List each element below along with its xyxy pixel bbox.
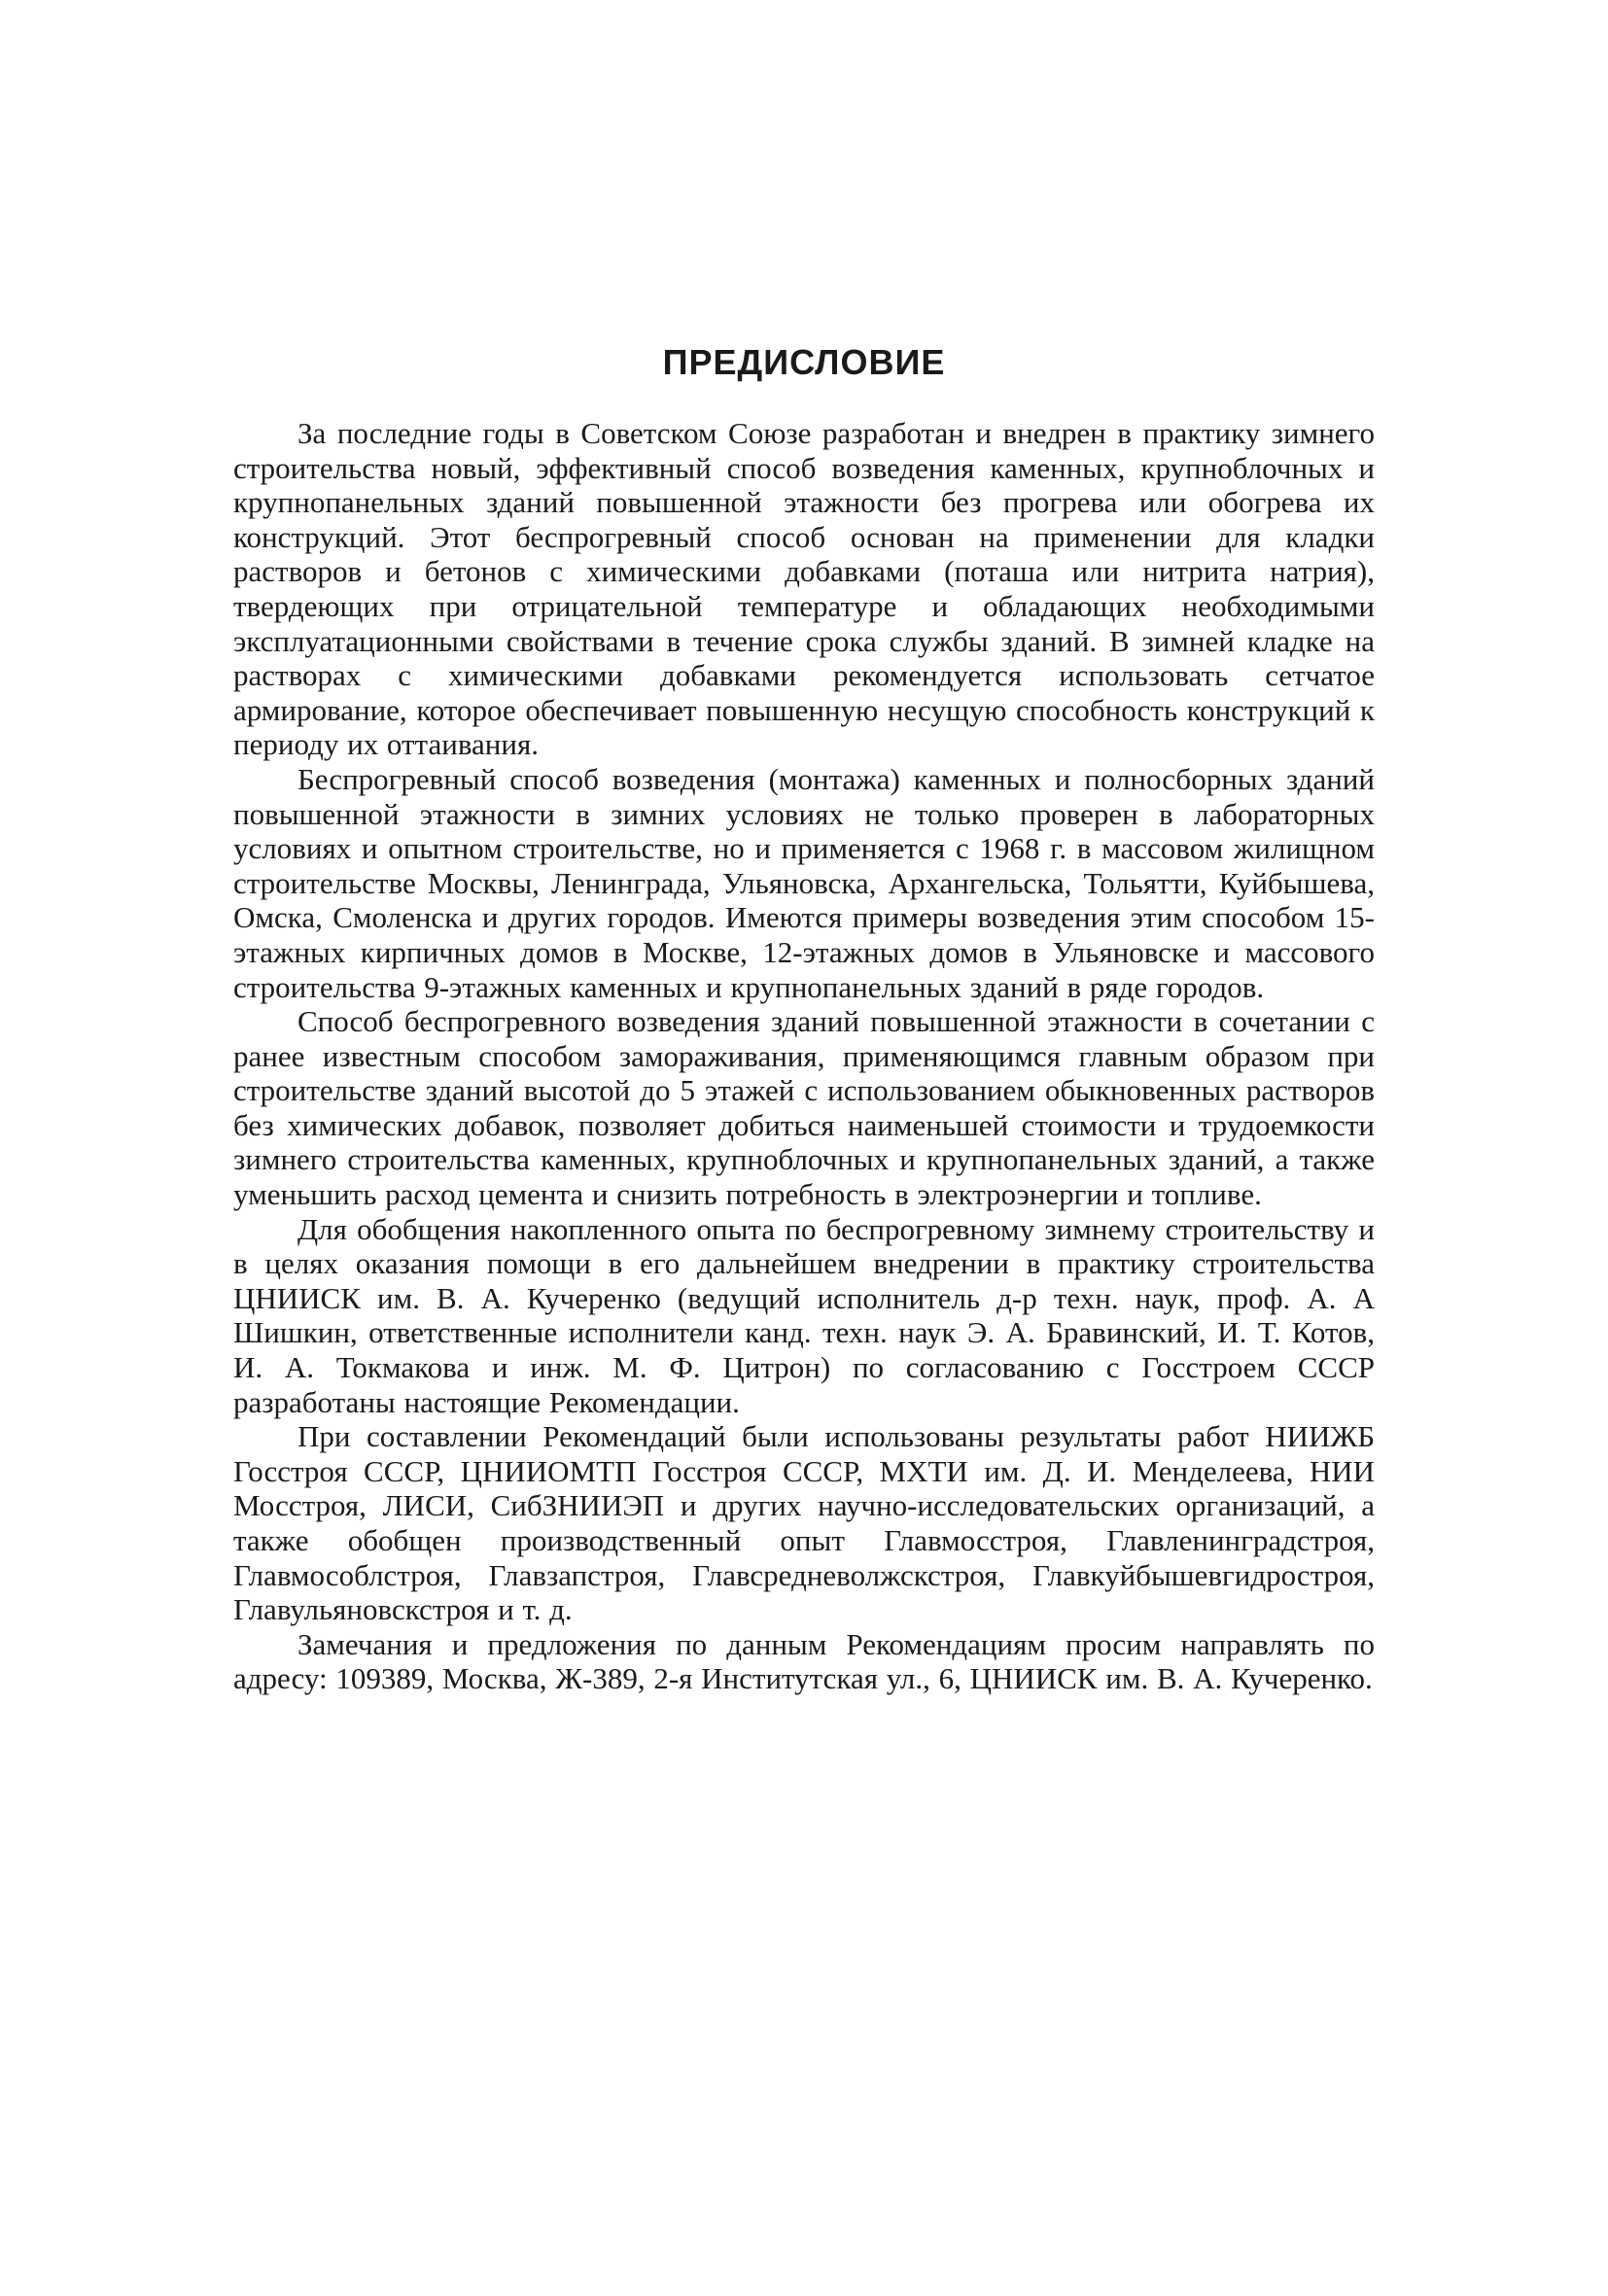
- paragraph-4: Для обобщения накопленного опыта по беспрогревному зимнему строительству и в целях оказания помощи в его дальнейшем внедрении в практику строительства ЦНИИСК им. В. А. Кучеренко (ведущий исполнитель д-р техн. наук, проф. А. А Шишкин, ответственные исполнители канд. техн. наук Э. А. Бравинский, И. Т. Котов, И. А. Токмакова и инж. М. Ф. Цитрон) по согласованию с Госстроем СССР разработаны настоящие Рекомендации.: [233, 1211, 1375, 1419]
- page-title: ПРЕДИСЛОВИЕ: [662, 342, 946, 382]
- paragraph-6: Замечания и предложения по данным Рекомендациям просим направлять по адресу: 109389, Москва, Ж-389, 2-я Институтская ул., 6, ЦНИИСК им. В. А. Кучеренко.: [233, 1626, 1375, 1696]
- paragraph-5: При составлении Рекомендаций были использованы результаты работ НИИЖБ Госстроя СССР, ЦНИИОМТП Госстроя СССР, МХТИ им. Д. И. Менделеева, НИИ Мосстроя, ЛИСИ, СибЗНИИЭП и других научно-исследовательских организаций, а также обобщен производственный опыт Главмосстроя, Главленинградстроя, Главмособлстроя, Главзапстроя, Главсредневолжскстроя, Главкуйбышевгидростроя, Главульяновскстроя и т. д.: [233, 1419, 1375, 1627]
- document-body: [233, 416, 1375, 1696]
- paragraph-1: За последние годы в Советском Союзе разработан и внедрен в практику зимнего строительства новый, эффективный способ возведения каменных, крупноблочных и крупнопанельных зданий повышенной этажности без прогрева или обогрева их конструкций. Этот беспрогревный способ основан на применении для кладки растворов и бетонов с химическими добавками (поташа или нитрита натрия), твердеющих при отрицательной температуре и обладающих необходимыми эксплуатационными свойствами в течение срока службы зданий. В зимней кладке на растворах с химическими добавками рекомендуется использовать сетчатое армирование, которое обеспечивает повышенную несущую способность конструкций к периоду их оттаивания.: [233, 416, 1375, 762]
- paragraph-2: Беспрогревный способ возведения (монтажа) каменных и полносборных зданий повышенной этажности в зимних условиях не только проверен в лабораторных условиях и опытном строительстве, но и применяется с 1968 г. в массовом жилищном строительстве Москвы, Ленинграда, Ульяновска, Архангельска, Тольятти, Куйбышева, Омска, Смоленска и других городов. Имеются примеры возведения этим способом 15-этажных кирпичных домов в Москве, 12-этажных домов в Ульяновске и массового строительства 9-этажных каменных и крупнопанельных зданий в ряде городов.: [233, 761, 1375, 1004]
- paragraph-3: Способ беспрогревного возведения зданий повышенной этажности в сочетании с ранее известным способом замораживания, применяющимся главным образом при строительстве зданий высотой до 5 этажей с использованием обыкновенных растворов без химических добавок, позволяет добиться наименьшей стоимости и трудоемкости зимнего строительства каменных, крупноблочных и крупнопанельных зданий, а также уменьшить расход цемента и снизить потребность в электроэнергии и топливе.: [233, 1004, 1375, 1212]
